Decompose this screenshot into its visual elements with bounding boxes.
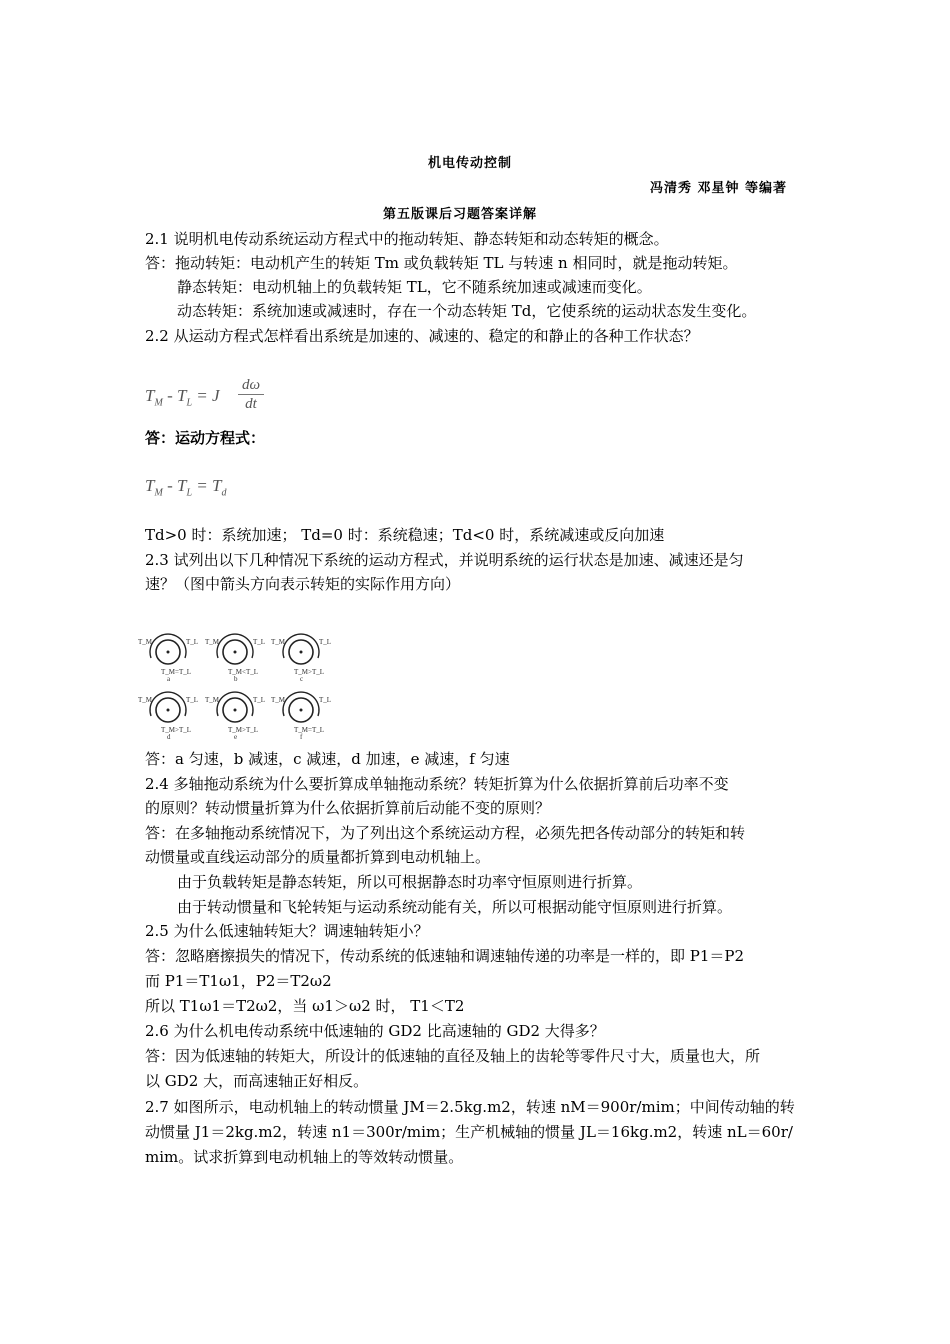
equation-motion: $T_M - T_L = J$ (145, 386, 220, 409)
label-tm-b: T_M (205, 638, 219, 646)
label-tl-e: T_L (253, 696, 266, 704)
label-tm-a: T_M (138, 638, 152, 646)
question-2-4-line1: 2.4 多轴拖动系统为什么要折算成单轴拖动系统？转矩折算为什么依据折算前后功率不变 (145, 775, 729, 793)
equation-fraction: dω dt (238, 376, 264, 413)
panel-letter-c: c (300, 675, 304, 683)
answer-2-4-line2: 动惯量或直线运动部分的质量都折算到电动机轴上。 (145, 848, 491, 866)
shaft-center-e (234, 709, 237, 712)
label-tm-d: T_M (138, 696, 152, 704)
document-subtitle: 第五版课后习题答案详解 (383, 207, 538, 222)
answer-2-5-line1: 答：忽略磨擦损失的情况下，传动系统的低速轴和调速轴传递的功率是一样的，即 P1＝P2 (145, 947, 745, 965)
shaft-center-c (300, 651, 303, 654)
answer-2-1-dynamic-torque: 动态转矩：系统加速或减速时，存在一个动态转矩 Td，它使系统的运动状态发生变化。 (177, 302, 757, 320)
authors: 冯清秀 邓星钟 等编著 (650, 181, 788, 196)
answer-2-4-line3: 由于负载转矩是静态转矩，所以可根据静态时功率守恒原则进行折算。 (177, 873, 643, 891)
caption-d: T_M>T_L (161, 726, 191, 734)
torque-arc-a (150, 634, 186, 658)
answer-2-6-line2: 以 GD2 大，而高速轴正好相反。 (145, 1072, 369, 1090)
torque-arc-e (217, 692, 253, 716)
question-2-2: 2.2 从运动方程式怎样看出系统是加速的、减速的、稳定的和静止的各种工作状态？ (145, 327, 699, 345)
answer-2-1-static-torque: 静态转矩：电动机轴上的负载转矩 TL，它不随系统加速或减速而变化。 (177, 278, 652, 296)
label-tl-c: T_L (319, 638, 332, 646)
caption-e: T_M>T_L (228, 726, 258, 734)
torque-direction-figure (138, 630, 343, 741)
shaft-center-f (300, 709, 303, 712)
question-2-7-line2: 动惯量 J1＝2kg.m2，转速 n1＝300r/mim；生产机械轴的惯量 JL＝16kg.m2，转速 nL＝60r/ (145, 1123, 793, 1141)
answer-2-5-line2: 而 P1＝T1ω1，P2＝T2ω2 (145, 972, 332, 990)
answer-2-4-line4: 由于转动惯量和飞轮转矩与运动系统动能有关，所以可根据动能守恒原则进行折算。 (177, 898, 733, 916)
answer-2-1-drive-torque: 答：拖动转矩：电动机产生的转矩 Tm 或负载转矩 TL 与转速 n 相同时，就是拖动转矩。 (145, 254, 738, 272)
label-tm-f: T_M (271, 696, 285, 704)
answer-2-4-line1: 答：在多轴拖动系统情况下，为了列出这个系统运动方程，必须先把各传动部分的转矩和转 (145, 824, 746, 842)
question-2-7-line1: 2.7 如图所示，电动机轴上的转动惯量 JM＝2.5kg.m2，转速 nM＝900r/mim；中间传动轴的转 (145, 1098, 795, 1116)
equation-dynamic-torque: $T_M - T_L = T_d$ (145, 476, 227, 499)
torque-arc-c (283, 634, 319, 658)
panel-letter-a: a (167, 675, 171, 683)
answer-2-3: 答：a 匀速，b 减速，c 减速，d 加速，e 减速，f 匀速 (145, 750, 510, 768)
torque-arc-b (217, 634, 253, 658)
torque-arc-f (283, 692, 319, 716)
caption-a: T_M=T_L (161, 668, 191, 676)
answer-2-5-line3: 所以 T1ω1＝T2ω2，当 ω1＞ω2 时， T1＜T2 (145, 997, 465, 1015)
label-tl-b: T_L (253, 638, 266, 646)
question-2-5: 2.5 为什么低速轴转矩大？调速轴转矩小？ (145, 922, 429, 940)
panel-letter-e: e (234, 733, 238, 741)
answer-2-6-line1: 答：因为低速轴的转矩大，所设计的低速轴的直径及轴上的齿轮等零件尺寸大，质量也大，所 (145, 1047, 761, 1065)
question-2-1: 2.1 说明机电传动系统运动方程式中的拖动转矩、静态转矩和动态转矩的概念。 (145, 230, 669, 248)
panel-letter-f: f (300, 733, 303, 741)
label-tl-a: T_L (186, 638, 199, 646)
label-tm-c: T_M (271, 638, 285, 646)
shaft-center-a (167, 651, 170, 654)
question-2-7-line3: mim。试求折算到电动机轴上的等效转动惯量。 (145, 1148, 464, 1166)
label-tl-f: T_L (319, 696, 332, 704)
label-tl-d: T_L (186, 696, 199, 704)
shaft-center-d (167, 709, 170, 712)
document-title: 机电传动控制 (428, 156, 513, 171)
shaft-center-b (234, 651, 237, 654)
question-2-3-line2: 速？（图中箭头方向表示转矩的实际作用方向） (145, 575, 461, 593)
caption-c: T_M>T_L (294, 668, 324, 676)
caption-f: T_M=T_L (294, 726, 324, 734)
question-2-4-line2: 的原则？转动惯量折算为什么依据折算前后动能不变的原则？ (145, 799, 551, 817)
panel-letter-b: b (234, 675, 238, 683)
answer-2-2-label: 答：运动方程式： (145, 429, 266, 447)
label-tm-e: T_M (205, 696, 219, 704)
question-2-3-line1: 2.3 试列出以下几种情况下系统的运动方程式，并说明系统的运行状态是加速、减速还是匀 (145, 551, 744, 569)
caption-b: T_M<T_L (228, 668, 258, 676)
torque-arc-d (150, 692, 186, 716)
answer-2-2-states: Td>0 时：系统加速； Td=0 时：系统稳速；Td<0 时，系统减速或反向加速 (145, 526, 665, 544)
panel-letter-d: d (167, 733, 171, 741)
question-2-6: 2.6 为什么机电传动系统中低速轴的 GD2 比高速轴的 GD2 大得多？ (145, 1022, 605, 1040)
